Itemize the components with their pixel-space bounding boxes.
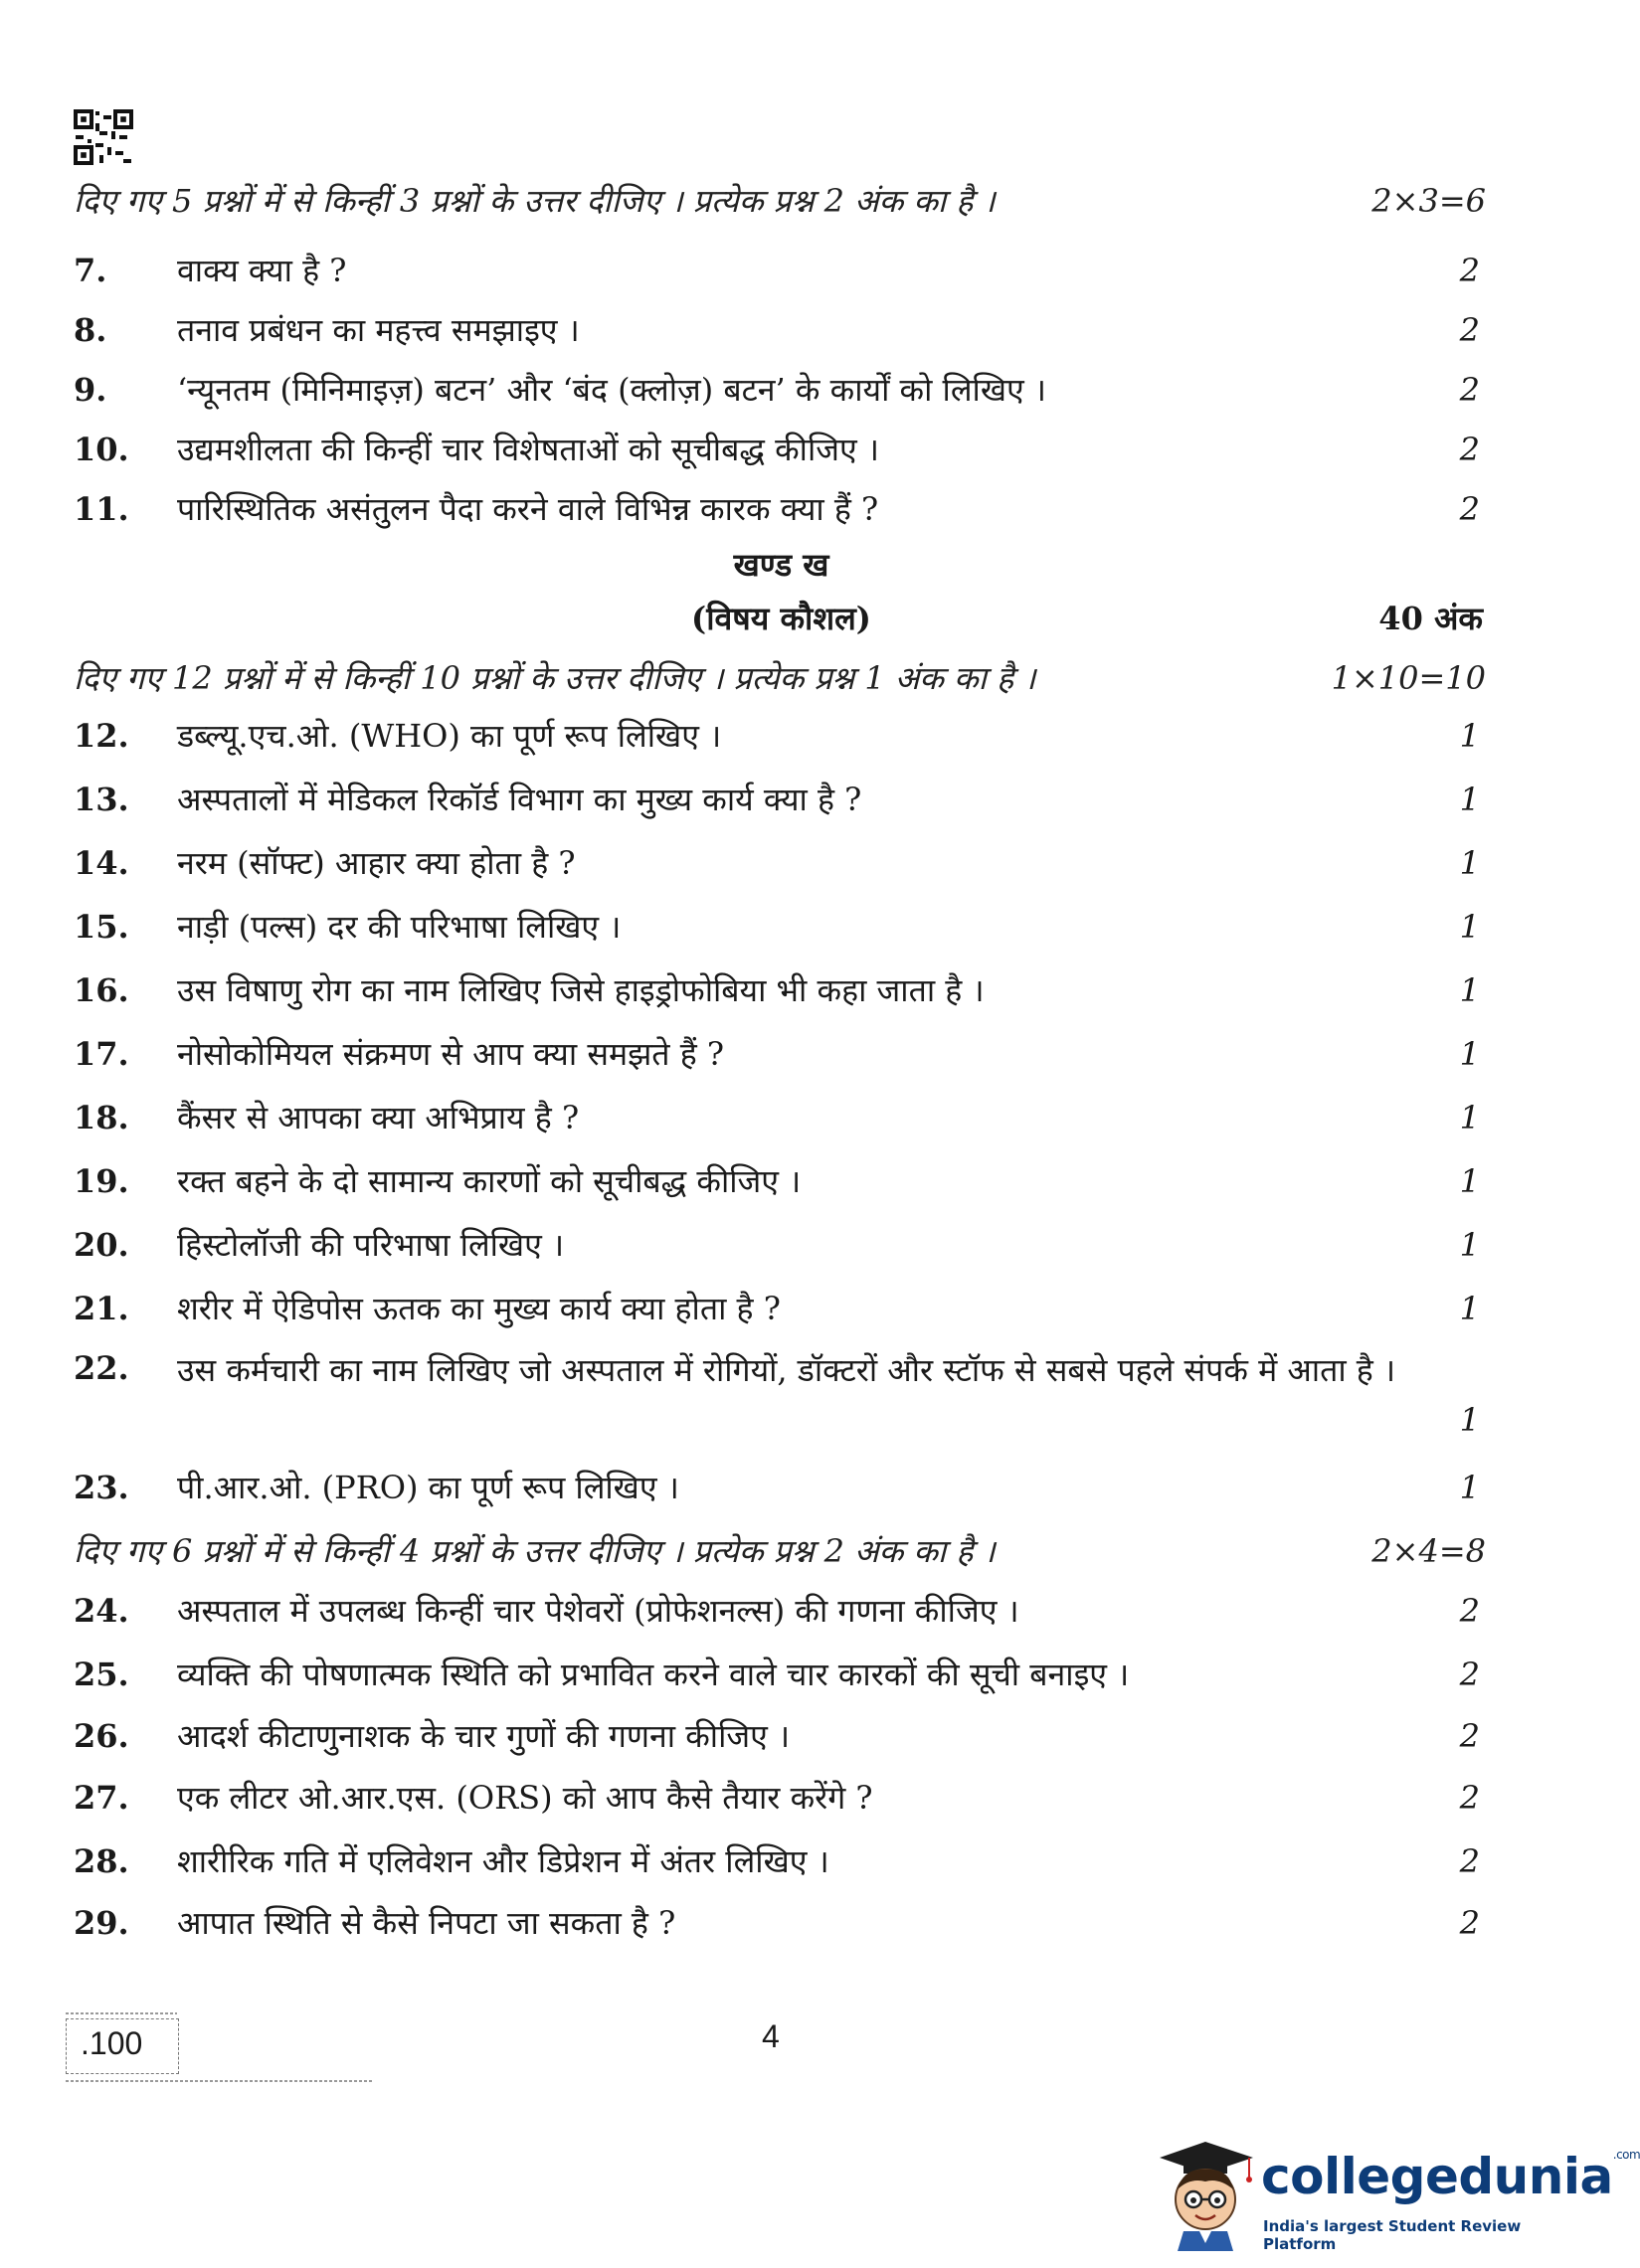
microtext-line (66, 2080, 374, 2082)
question-number: 23. (74, 1469, 129, 1506)
question-number: 27. (74, 1779, 129, 1817)
question-number: 10. (74, 431, 129, 468)
question-number: 9. (74, 371, 107, 409)
question-number: 7. (74, 252, 107, 289)
question-text: अस्पताल में उपलब्ध किन्हीं चार पेशेवरों (प्रोफेशनल्स) की गणना कीजिए । (177, 1592, 1019, 1630)
question-marks: 2 (1459, 1904, 1480, 1942)
question-marks: 2 (1459, 1779, 1480, 1817)
page-number: 4 (762, 2018, 780, 2054)
instruction-group-1 (74, 179, 1486, 223)
question-marks: 2 (1459, 1656, 1480, 1693)
instruction-text: दिए गए 5 प्रश्नों में से किन्हीं 3 प्रश्नों के उत्तर दीजिए । प्रत्येक प्रश्न 2 अंक का है । (74, 182, 996, 220)
question-text: रक्त बहने के दो सामान्य कारणों को सूचीबद्ध कीजिए । (177, 1162, 802, 1200)
instruction-marks: 2×3=6 (1371, 182, 1486, 220)
instruction-marks: 1×10=10 (1331, 659, 1486, 697)
question-marks: 2 (1459, 1717, 1480, 1755)
instruction-marks: 2×4=8 (1371, 1532, 1486, 1570)
question-number: 16. (74, 971, 129, 1009)
question-number: 24. (74, 1592, 129, 1630)
question-text: तनाव प्रबंधन का महत्त्व समझाइए । (177, 311, 580, 349)
question-number: 14. (74, 844, 129, 882)
question-marks: 1 (1459, 844, 1480, 882)
question-text: नरम (सॉफ्ट) आहार क्या होता है ? (177, 844, 576, 882)
question-marks: 1 (1459, 1401, 1480, 1439)
question-number: 22. (74, 1349, 129, 1387)
question-marks: 1 (1459, 971, 1480, 1009)
question-text: कैंसर से आपका क्या अभिप्राय है ? (177, 1099, 580, 1136)
question-text: व्यक्ति की पोषणात्मक स्थिति को प्रभावित करने वाले चार कारकों की सूची बनाइए । (177, 1656, 1130, 1693)
question-number: 8. (74, 311, 107, 349)
question-number: 21. (74, 1290, 129, 1327)
question-marks: 1 (1459, 1035, 1480, 1073)
question-text: शारीरिक गति में एलिवेशन और डिप्रेशन में अंतर लिखिए । (177, 1842, 829, 1880)
question-number: 11. (74, 490, 129, 528)
question-marks: 1 (1459, 1162, 1480, 1200)
question-text: उस कर्मचारी का नाम लिखिए जो अस्पताल में रोगियों, डॉक्टरों और स्टॉफ से सबसे पहले संपर्क में आता है । (177, 1351, 1396, 1389)
question-text: अस्पतालों में मेडिकल रिकॉर्ड विभाग का मुख्य कार्य क्या है ? (177, 781, 862, 818)
question-marks: 2 (1459, 311, 1480, 349)
question-marks: 1 (1459, 1226, 1480, 1264)
question-number: 20. (74, 1226, 129, 1264)
section-subheading (0, 595, 1562, 642)
question-text: पी.आर.ओ. (PRO) का पूर्ण रूप लिखिए । (177, 1469, 679, 1506)
question-number: 17. (74, 1035, 129, 1073)
brand-suffix: .com (1612, 2148, 1640, 2162)
question-number: 26. (74, 1717, 129, 1755)
instruction-text: दिए गए 6 प्रश्नों में से किन्हीं 4 प्रश्नों के उत्तर दीजिए । प्रत्येक प्रश्न 2 अंक का है । (74, 1532, 996, 1570)
brand-text: collegedunia (1261, 2148, 1613, 2205)
microtext-line (66, 2012, 177, 2014)
question-text: एक लीटर ओ.आर.एस. (ORS) को आप कैसे तैयार करेंगे ? (177, 1779, 873, 1817)
question-text: उद्यमशीलता की किन्हीं चार विशेषताओं को सूचीबद्ध कीजिए । (177, 431, 879, 468)
question-marks: 2 (1459, 1592, 1480, 1630)
question-text: शरीर में ऐडिपोस ऊतक का मुख्य कार्य क्या होता है ? (177, 1290, 781, 1327)
question-text: आपात स्थिति से कैसे निपटा जा सकता है ? (177, 1904, 676, 1942)
question-text: वाक्य क्या है ? (177, 252, 347, 289)
question-text: उस विषाणु रोग का नाम लिखिए जिसे हाइड्रोफोबिया भी कहा जाता है । (177, 971, 985, 1009)
collegedunia-logo (1154, 2134, 1640, 2253)
instruction-group-3 (74, 1529, 1486, 1573)
question-marks: 2 (1459, 252, 1480, 289)
brand-tagline: India's largest Student Review Platform (1263, 2217, 1522, 2253)
question-number: 15. (74, 908, 129, 946)
question-text: हिस्टोलॉजी की परिभाषा लिखिए । (177, 1226, 565, 1264)
question-text: पारिस्थितिक असंतुलन पैदा करने वाले विभिन्न कारक क्या हैं ? (177, 490, 879, 528)
qr-code-icon (76, 111, 131, 163)
mascot-icon (1154, 2134, 1257, 2253)
question-marks: 2 (1459, 431, 1480, 468)
paper-code-box (66, 2018, 179, 2074)
section-title: खण्ड ख (733, 546, 829, 584)
question-marks: 1 (1459, 1099, 1480, 1136)
question-text: आदर्श कीटाणुनाशक के चार गुणों की गणना कीजिए । (177, 1717, 791, 1755)
question-text: नाड़ी (पल्स) दर की परिभाषा लिखिए । (177, 908, 622, 946)
paper-code: .100 (81, 2025, 143, 2061)
question-number: 18. (74, 1099, 129, 1136)
question-marks: 1 (1459, 717, 1480, 755)
instruction-text: दिए गए 12 प्रश्नों में से किन्हीं 10 प्रश्नों के उत्तर दीजिए । प्रत्येक प्रश्न 1 अंक का है । (74, 659, 1036, 697)
question-number: 25. (74, 1656, 129, 1693)
question-number: 19. (74, 1162, 129, 1200)
question-text: नोसोकोमियल संक्रमण से आप क्या समझते हैं ? (177, 1035, 725, 1073)
question-number: 28. (74, 1842, 129, 1880)
section-subtitle: (विषय कौशल) (691, 600, 871, 637)
question-marks: 1 (1459, 781, 1480, 818)
question-number: 29. (74, 1904, 129, 1942)
question-marks: 1 (1459, 1469, 1480, 1506)
question-marks: 1 (1459, 908, 1480, 946)
question-marks: 2 (1459, 371, 1480, 409)
question-text: ‘न्यूनतम (मिनिमाइज़) बटन’ और ‘बंद (क्लोज़) बटन’ के कार्यों को लिखिए । (177, 371, 1047, 409)
question-number: 12. (74, 717, 129, 755)
brand-name (1261, 2148, 1640, 2205)
question-number: 13. (74, 781, 129, 818)
question-marks: 2 (1459, 1842, 1480, 1880)
instruction-group-2 (74, 656, 1486, 700)
question-text: डब्ल्यू.एच.ओ. (WHO) का पूर्ण रूप लिखिए । (177, 717, 722, 755)
question-marks: 2 (1459, 490, 1480, 528)
question-marks: 1 (1459, 1290, 1480, 1327)
section-total-marks: 40 अंक (1378, 600, 1483, 637)
